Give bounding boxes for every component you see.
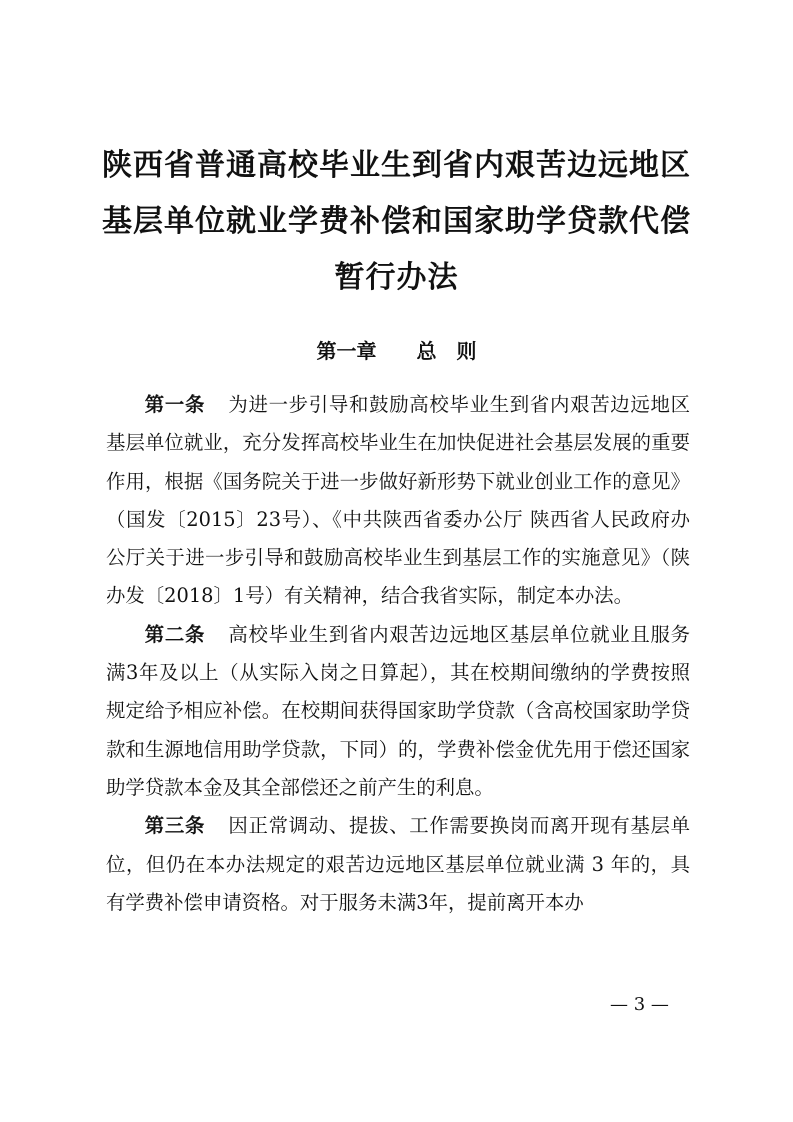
document-body <box>106 386 690 922</box>
article-2-text: 高校毕业生到省内艰苦边远地区基层单位就业且服务满3年及以上（从实际入岗之日算起），其在校期间缴纳的学费按照规定给予相应补偿。在校期间获得国家助学贷款（含高校国家助学贷款和生源地信用助学贷款，下同）的，学费补偿金优先用于偿还国家助学贷款本金及其全部偿还之前产生的利息。 <box>106 622 691 799</box>
article-2 <box>106 616 690 807</box>
article-3-text: 因正常调动、提拔、工作需要换岗而离开现有基层单位，但仍在本办法规定的艰苦边远地区基层单位就业满 3 年的，具有学费补偿申请资格。对于服务未满3年，提前离开本办 <box>106 814 691 914</box>
article-3-label: 第三条 <box>144 814 206 838</box>
title-line-2: 基层单位就业学费补偿和国家助学贷款代偿 <box>102 204 691 239</box>
article-2-label: 第二条 <box>144 622 206 646</box>
article-1-text: 为进一步引导和鼓励高校毕业生到省内艰苦边远地区基层单位就业，充分发挥高校毕业生在加快促进社会基层发展的重要作用，根据《国务院关于进一步做好新形势下就业创业工作的意见》（国发〔2015〕23号）、《中共陕西省委办公厅 陕西省人民政府办公厅关于进一步引导和鼓励高校毕业生到基层工作的实施意见》（陕办发〔2018〕1号）有关精神，结合我省实际，制定本办法。 <box>106 393 691 608</box>
article-1 <box>106 386 690 616</box>
chapter-heading: 第一章 总 则 <box>316 339 477 363</box>
article-1-label: 第一条 <box>144 393 206 416</box>
title-line-1: 陕西省普通高校毕业生到省内艰苦边远地区 <box>102 148 691 183</box>
page-number: — 3 — <box>610 994 669 1015</box>
article-3 <box>106 807 690 922</box>
document-title <box>0 138 793 306</box>
title-line-3: 暂行办法 <box>334 260 459 295</box>
